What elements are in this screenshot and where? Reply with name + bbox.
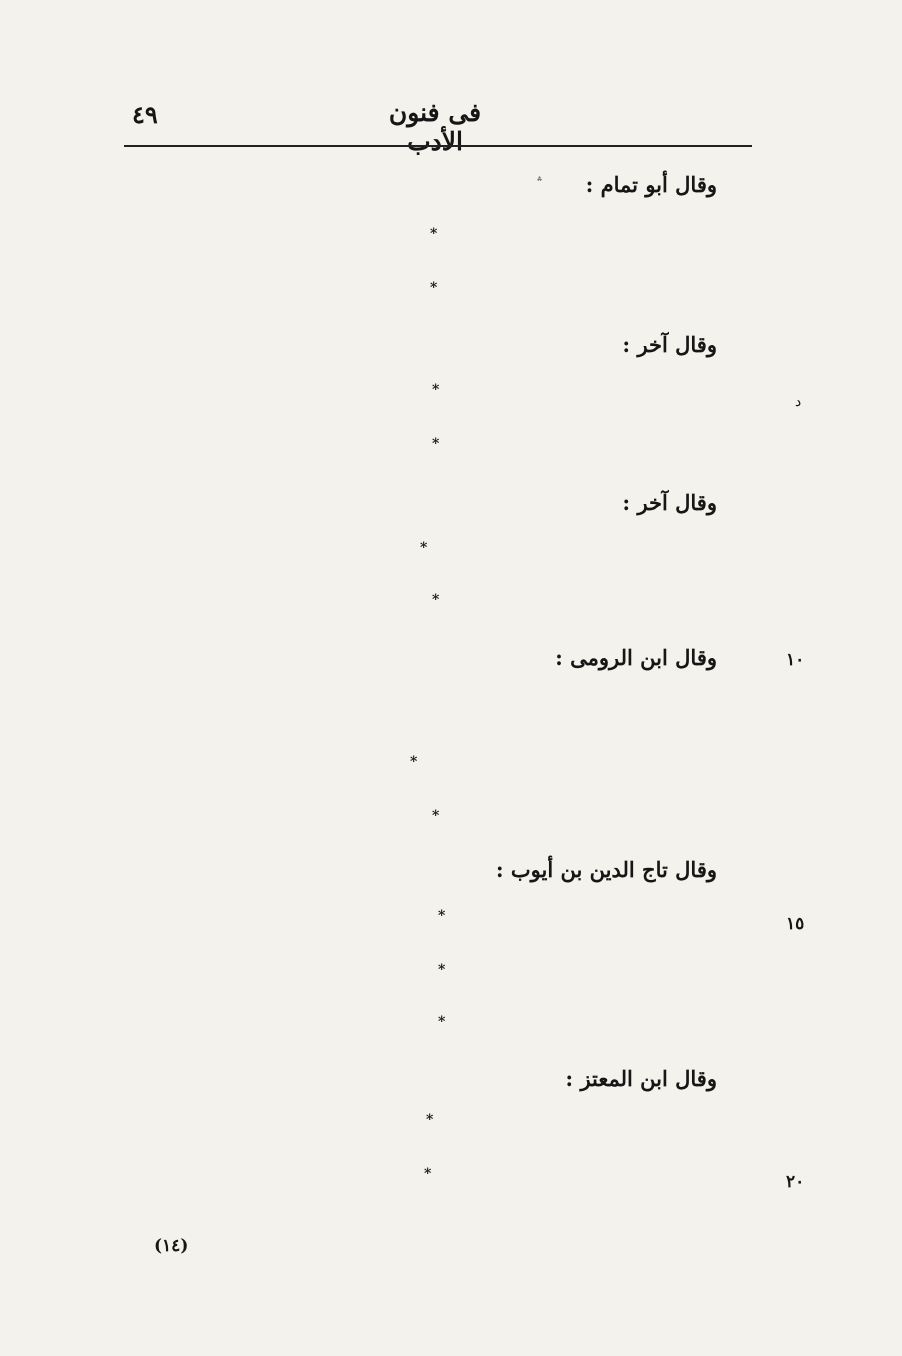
- page-header-number: ٤٩: [132, 100, 158, 129]
- verse-separator: *: [432, 382, 440, 398]
- verse-separator: *: [432, 436, 440, 452]
- ink-smudge: ؞: [536, 175, 544, 189]
- line-number: ٢٠: [786, 1172, 805, 1192]
- intro-line: وقال ابن المعتز :: [565, 1066, 717, 1091]
- verse-separator: *: [410, 754, 418, 770]
- intro-line: وقال آخر :: [622, 490, 717, 515]
- verse-separator: *: [432, 592, 440, 608]
- verse-separator: *: [438, 962, 446, 978]
- line-number: ١٥: [786, 914, 805, 934]
- line-number: ١٠: [786, 650, 805, 670]
- intro-line: وقال أبو تمام :: [585, 172, 717, 197]
- verse-separator: *: [430, 226, 438, 242]
- verse-separator: *: [430, 280, 438, 296]
- verse-separator: *: [420, 540, 428, 556]
- page-header-title: فى فنون الأدب: [388, 98, 482, 156]
- intro-line: وقال ابن الرومى :: [555, 645, 717, 670]
- verse-separator: *: [432, 808, 440, 824]
- verse-separator: *: [426, 1112, 434, 1128]
- verse-separator: *: [438, 1014, 446, 1030]
- signature-mark: (١٤): [154, 1236, 189, 1256]
- verse-separator: *: [438, 908, 446, 924]
- verse-separator: *: [424, 1166, 432, 1182]
- intro-line: وقال آخر :: [622, 332, 717, 357]
- margin-mark: د: [795, 394, 802, 410]
- intro-line: وقال تاج الدين بن أيوب :: [495, 857, 717, 882]
- header-rule: [124, 145, 752, 147]
